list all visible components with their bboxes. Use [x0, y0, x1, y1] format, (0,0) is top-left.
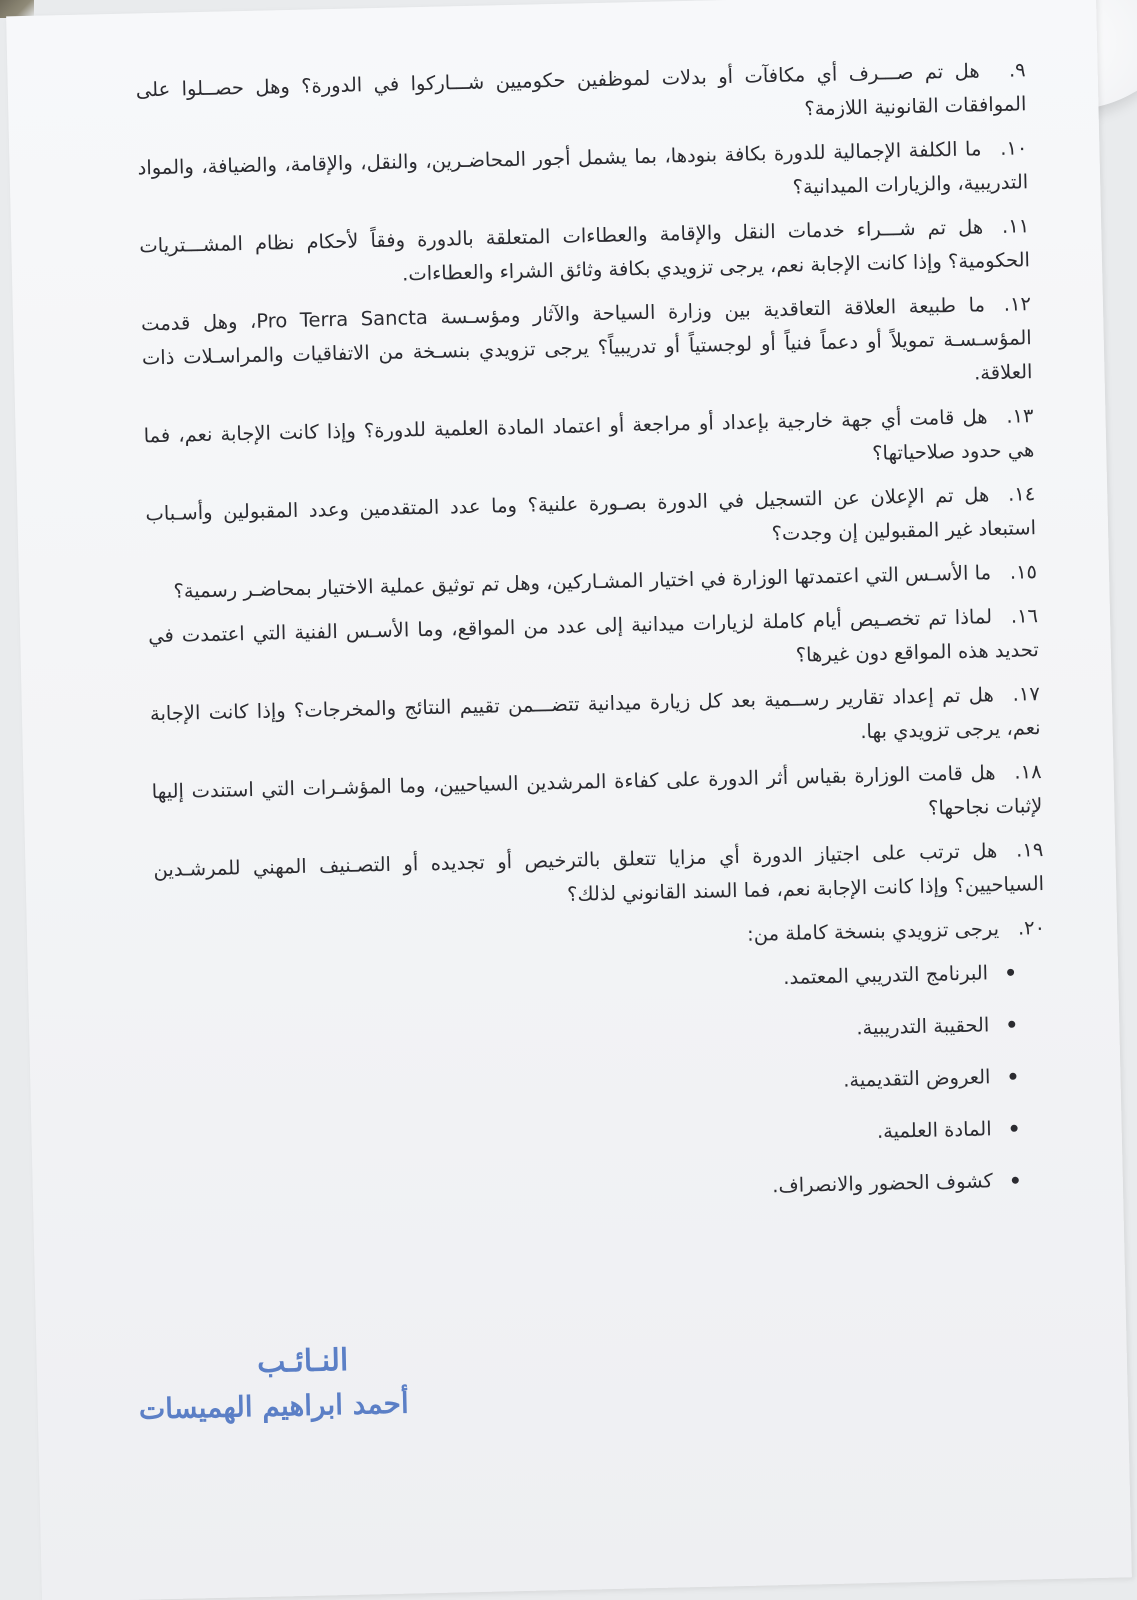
bullet-icon: [1008, 1021, 1015, 1028]
bullet-icon: [1012, 1177, 1019, 1184]
question-text: هل تم إعداد تقارير رســمية بعد كل زيارة ميدانية تتضـــمن تقييم النتائج والمخرجات؟ وإذا كانت الإجابة نعم، يرجى تزويدي بها.: [149, 683, 1041, 744]
question-text: هل تم شـــراء خدمات النقل والإقامة والعطاءات المتعلقة بالدورة وفقاً لأحكام نظام المشـــتريات الحكومية؟ وإذا كانت الإجابة نعم، يرجى تزويدي بكافة وثائق الشراء والعطاءات.: [139, 215, 1031, 286]
attachment-text: المادة العلمية.: [876, 1117, 992, 1143]
signature-name: أحمد ابراهيم الهميسات: [138, 1386, 410, 1426]
question-number: ١٠.: [999, 136, 1028, 160]
signature-stamp: [122, 1337, 424, 1432]
attachment-item: [157, 1008, 1016, 1061]
question-number: ١٣.: [1006, 404, 1034, 428]
document-page: [6, 0, 1132, 1600]
bullet-icon: [1011, 1125, 1018, 1132]
question-10: [137, 131, 1028, 219]
question-text-before: ما طبيعة العلاقة التعاقدية بين وزارة السياحة والآثار ومؤسـسة: [440, 293, 986, 329]
question-17: [150, 677, 1041, 765]
question-number: ١٨.: [1014, 760, 1042, 784]
question-text-after: ، وهل قدمت المؤسـسـة تمويلاً أو دعماً فنياً أو لوجستياً أو تدريبياً؟ يرجى تزويدي بنسـخة من الاتفاقيات والمراسـلات ذات العلاقة.: [140, 309, 1033, 385]
question-text: ما الأسـس التي اعتمدتها الوزارة في اختيار المشـاركين، وهل تم توثيق عملية الاختيار بمحاضـر رسمية؟: [173, 561, 992, 603]
question-text: ما الكلفة الإجمالية للدورة بكافة بنودها، بما يشمل أجور المحاضـرين، والنقل، والإقامة، والضيافة، والمواد التدريبية، والزيارات الميدانية؟: [137, 137, 1029, 199]
question-14: [145, 477, 1036, 565]
attachment-item: [159, 1112, 1018, 1165]
question-number: ١٩.: [1015, 838, 1044, 862]
question-18: [151, 755, 1042, 843]
question-19: [153, 833, 1044, 921]
attachment-item: [161, 1164, 1020, 1217]
attachment-item: [158, 1060, 1017, 1113]
attachment-text: العروض التقديمية.: [842, 1065, 991, 1092]
question-number: ١٢.: [1003, 292, 1032, 316]
question-12: [141, 287, 1033, 409]
question-11: [139, 209, 1030, 297]
question-number: ١١.: [1001, 214, 1030, 238]
question-9: [135, 53, 1026, 141]
question-text: لماذا تم تخصـيص أيام كاملة لزيارات ميدانية إلى عدد من المواقع، وما الأسـس الفنية التي اعتمدت في تحديد هذه المواقع دون غيرها؟: [147, 605, 1040, 667]
attachment-text: كشوف الحضور والانصراف.: [772, 1169, 994, 1198]
bullet-icon: [1009, 1073, 1016, 1080]
question-number: ٩.: [1008, 58, 1026, 82]
organization-name: Pro Terra Sancta: [256, 305, 429, 333]
question-number: ١٥.: [1009, 560, 1038, 584]
attachment-text: الحقيبة التدريبية.: [856, 1013, 990, 1040]
question-text: هل تم الإعلان عن التسجيل في الدورة بصـورة علنية؟ وما عدد المتقدمين وعدد المقبولين وأسـباب استبعاد غير المقبولين إن وجدت؟: [145, 483, 1037, 546]
question-text: هل قامت أي جهة خارجية بإعداد أو مراجعة أو اعتماد المادة العلمية للدورة؟ وإذا كانت الإجابة نعم، فما هي حدود صلاحياتها؟: [143, 405, 1035, 465]
attachments-list: [156, 955, 1051, 1217]
question-text: هل تم صـــرف أي مكافآت أو بدلات لموظفين حكوميين شـــاركوا في الدورة؟ وهل حصــلوا على الموافقات القانونية اللازمة؟: [135, 59, 1027, 121]
attachment-item: [156, 956, 1015, 1009]
bullet-icon: [1007, 969, 1014, 976]
question-number: ٢٠.: [1017, 916, 1046, 940]
signature-title: النـائـب: [256, 1342, 349, 1381]
question-text: هل قامت الوزارة بقياس أثر الدورة على كفاءة المرشدين السياحيين، وما المؤشـرات التي استندت إليها لإثبات نجاحها؟: [151, 761, 1043, 820]
question-13: [143, 399, 1034, 487]
question-16: [148, 599, 1039, 687]
question-text: يرجى تزويدي بنسخة كاملة من:: [746, 917, 1000, 946]
attachment-text: البرنامج التدريبي المعتمد.: [782, 961, 989, 989]
question-number: ١٤.: [1007, 482, 1036, 506]
question-number: ١٦.: [1010, 604, 1039, 628]
questions-list: [135, 53, 1051, 1235]
question-text: هل ترتب على اجتياز الدورة أي مزايا تتعلق بالترخيص أو تجديده أو التصـنيف المهني للمرشـدين السياحيين؟ وإذا كانت الإجابة نعم، فما السند القانوني لذلك؟: [153, 839, 1045, 906]
question-number: ١٧.: [1012, 682, 1041, 706]
